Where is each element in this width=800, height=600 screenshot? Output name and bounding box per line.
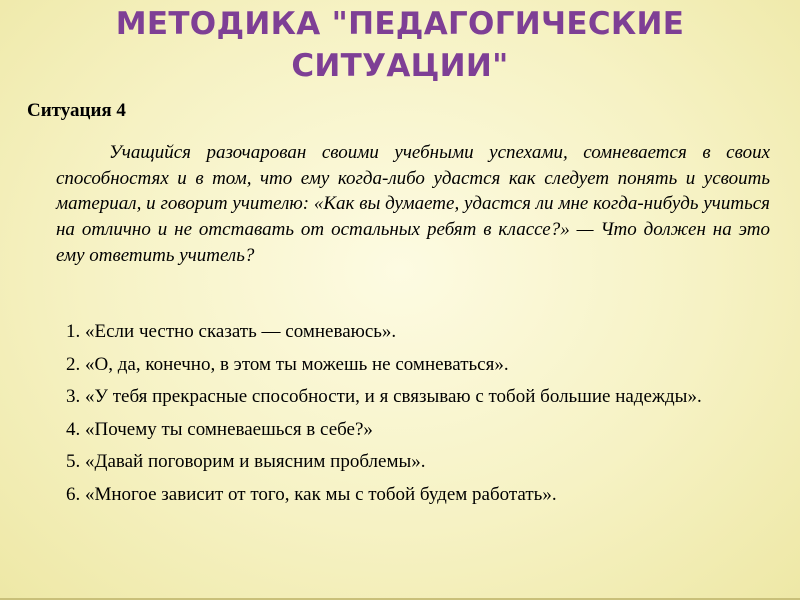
answer-option-3: 3. «У тебя прекрасные способности, и я связываю с тобой большие надежды». [66,386,702,407]
answer-option-2: 2. «О, да, конечно, в этом ты можешь не сомневаться». [66,353,509,375]
answer-option-6: 6. «Многое зависит от того, как мы с тобой будем работать». [66,483,557,505]
slide-title: МЕТОДИКА "ПЕДАГОГИЧЕСКИЕ СИТУАЦИИ" [115,6,685,84]
answer-option-1: 1. «Если честно сказать — сомневаюсь». [66,321,397,342]
situation-heading: Ситуация 4 [27,100,126,121]
situation-description: Учащийся разочарован своими учебными успехами, сомневается в своих способностях и в том, что ему когда-либо удастся как следует понять и усвоить материал, и говорит учителю: «Как вы думаете, удастся ли мне когда-нибудь учиться на отлично и не отставать от остальных ребят в классе?» — Что должен на это ему ответить учитель? [56,142,770,266]
answer-options-list [56,320,774,515]
answer-option-4: 4. «Почему ты сомневаешься в себе?» [66,418,373,440]
answer-option-5: 5. «Давай поговорим и выясним проблемы». [66,451,426,472]
